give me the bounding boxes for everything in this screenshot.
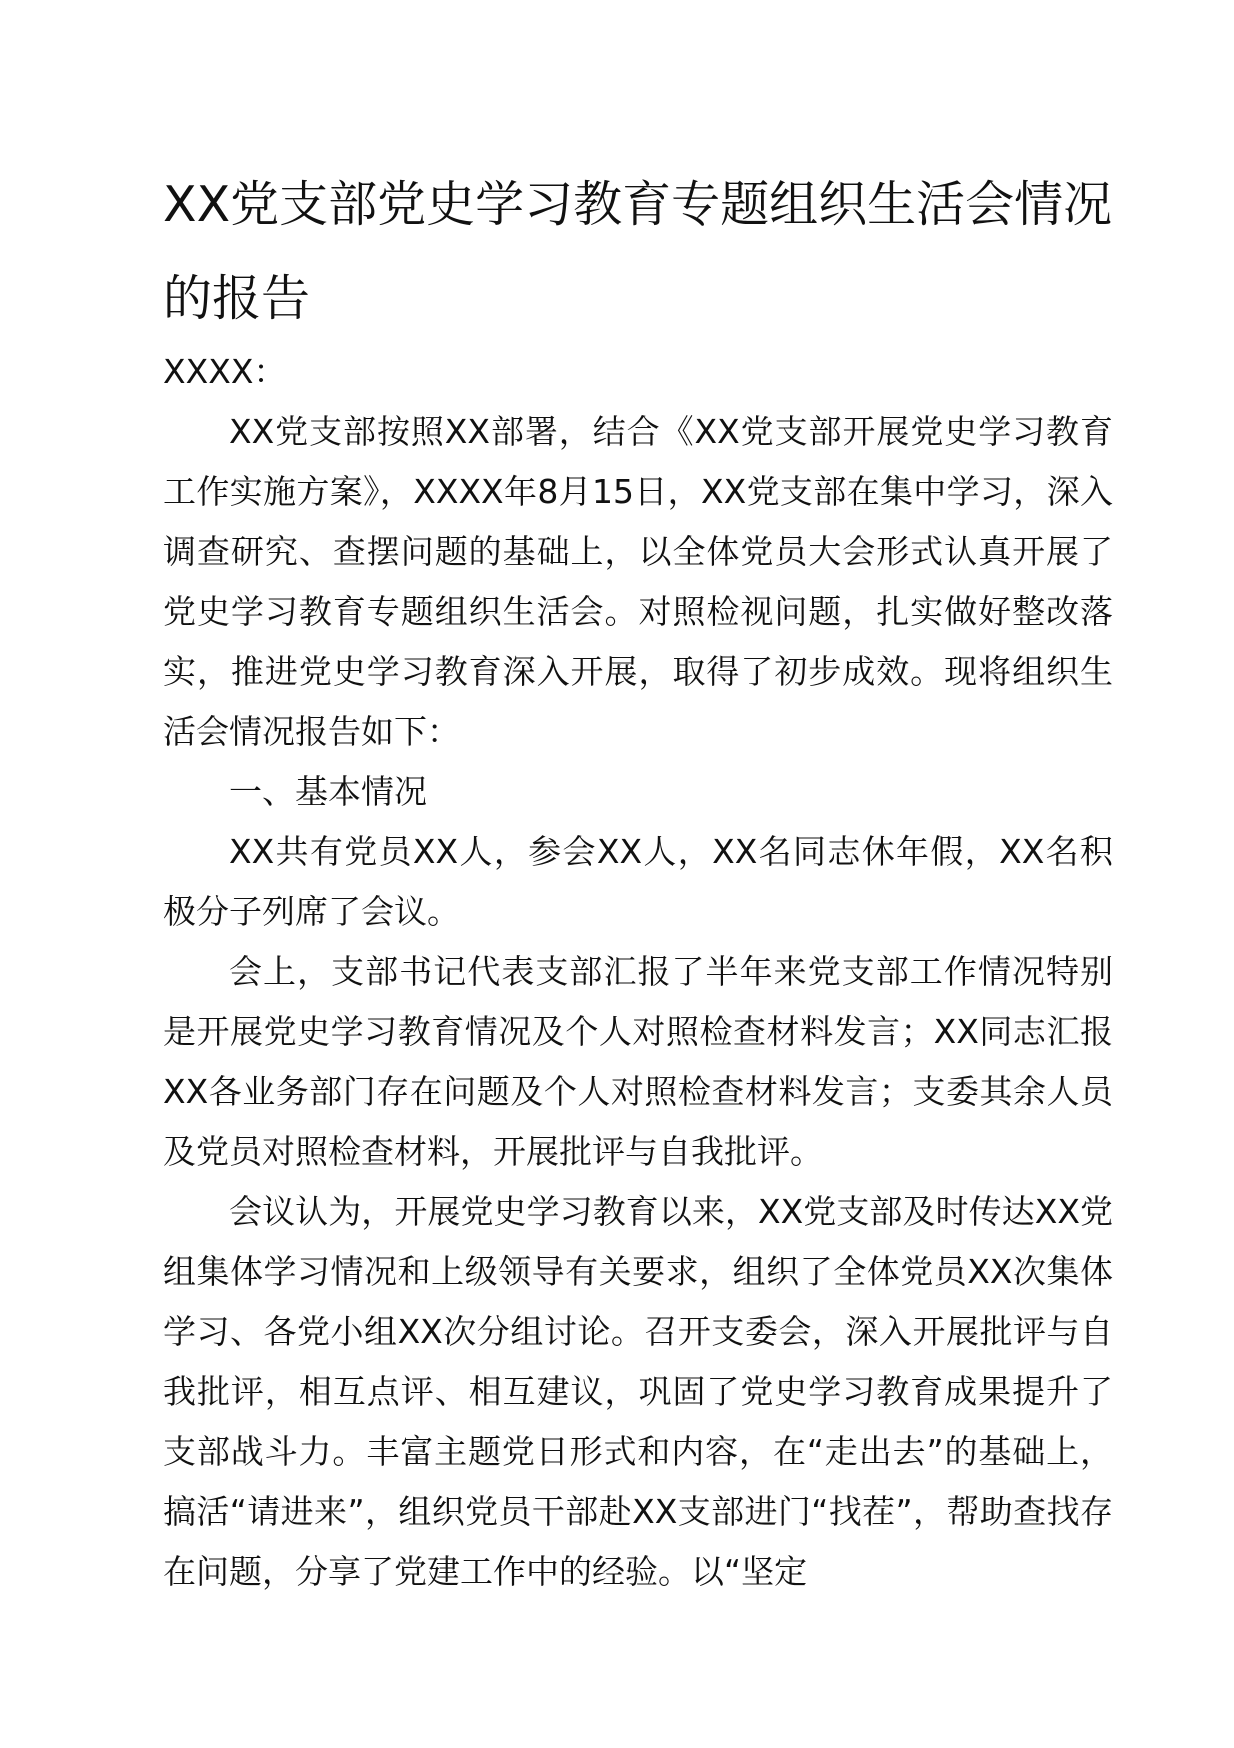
section-heading-basic-situation: 一、基本情况 — [229, 772, 427, 811]
document-body — [163, 342, 1113, 1602]
paragraph-meeting-report: 会上，支部书记代表支部汇报了半年来党支部工作情况特别是开展党史学习教育情况及个人对照检查材料发言；XX同志汇报XX各业务部门存在问题及个人对照检查材料发言；支委其余人员及党员对照检查材料，开展批评与自我批评。 — [163, 952, 1113, 1171]
document-title: XX党支部党史学习教育专题组织生活会情况的报告 — [163, 176, 1113, 327]
salutation: XXXX： — [163, 352, 287, 391]
paragraph-meeting-conclusion: 会议认为，开展党史学习教育以来，XX党支部及时传达XX党组集体学习情况和上级领导有关要求，组织了全体党员XX次集体学习、各党小组XX次分组讨论。召开支委会，深入开展批评与自我批评，相互点评、相互建议，巩固了党史学习教育成果提升了支部战斗力。丰富主题党日形式和内容，在“走出去”的基础上，搞活“请进来”，组织党员干部赴XX支部进门“找茬”，帮助查找存在问题，分享了党建工作中的经验。以“坚定 — [163, 1192, 1113, 1591]
paragraph-attendance: XX共有党员XX人，参会XX人，XX名同志休年假，XX名积极分子列席了会议。 — [163, 832, 1113, 931]
paragraph-intro: XX党支部按照XX部署，结合《XX党支部开展党史学习教育工作实施方案》，XXXX年8月15日，XX党支部在集中学习，深入调查研究、查摆问题的基础上，以全体党员大会形式认真开展了党史学习教育专题组织生活会。对照检视问题，扎实做好整改落实，推进党史学习教育深入开展，取得了初步成效。现将组织生活会情况报告如下： — [163, 412, 1113, 751]
